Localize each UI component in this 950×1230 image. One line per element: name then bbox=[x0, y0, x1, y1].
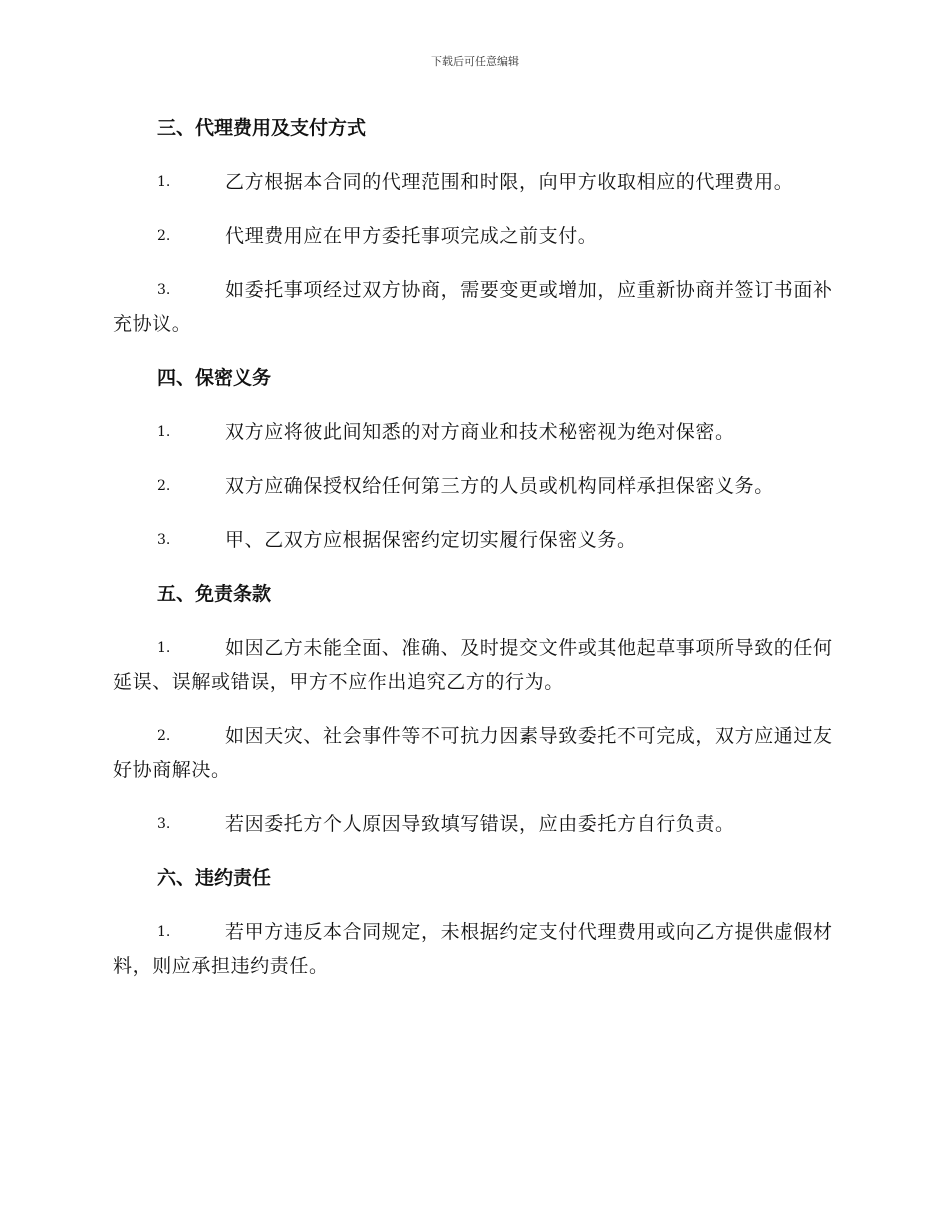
clause-item bbox=[113, 719, 840, 787]
section-heading: 三、代理费用及支付方式 bbox=[157, 117, 367, 139]
clause-text: 甲、乙双方应根据保密约定切实履行保密义务。 bbox=[225, 529, 637, 551]
clause-number: 1. bbox=[157, 640, 171, 656]
clause-item bbox=[113, 523, 840, 557]
clause-text: 双方应确保授权给任何第三方的人员或机构同样承担保密义务。 bbox=[225, 475, 774, 497]
clause-text: 若甲方违反本合同规定，未根据约定支付代理费用或向乙方提供虚假材料，则应承担违约责任。 bbox=[113, 921, 833, 977]
document-body bbox=[113, 111, 840, 1003]
clause-text: 代理费用应在甲方委托事项完成之前支付。 bbox=[225, 225, 598, 247]
clause-number: 1. bbox=[157, 424, 171, 440]
clause-text: 如因天灾、社会事件等不可抗力因素导致委托不可完成，双方应通过友好协商解决。 bbox=[113, 725, 833, 781]
section-heading: 四、保密义务 bbox=[157, 367, 272, 389]
section-heading: 六、违约责任 bbox=[157, 867, 272, 889]
clause-number: 2. bbox=[157, 478, 171, 494]
clause-item bbox=[113, 807, 840, 841]
clause-item bbox=[113, 219, 840, 253]
clause-text: 若因委托方个人原因导致填写错误，应由委托方自行负责。 bbox=[225, 813, 735, 835]
clause-item bbox=[113, 631, 840, 699]
section-heading: 五、免责条款 bbox=[157, 583, 272, 605]
clause-number: 3. bbox=[157, 532, 171, 548]
clause-number: 1. bbox=[157, 174, 171, 190]
clause-text: 双方应将彼此间知悉的对方商业和技术秘密视为绝对保密。 bbox=[225, 421, 735, 443]
page-header: 下载后可任意编辑 bbox=[431, 55, 519, 68]
clause-text: 乙方根据本合同的代理范围和时限，向甲方收取相应的代理费用。 bbox=[225, 171, 794, 193]
clause-number: 2. bbox=[157, 228, 171, 244]
clause-item bbox=[113, 415, 840, 449]
clause-number: 3. bbox=[157, 282, 171, 298]
clause-text: 如委托事项经过双方协商，需要变更或增加，应重新协商并签订书面补充协议。 bbox=[113, 279, 833, 335]
clause-number: 2. bbox=[157, 728, 171, 744]
clause-item bbox=[113, 915, 840, 983]
clause-text: 如因乙方未能全面、准确、及时提交文件或其他起草事项所导致的任何延误、误解或错误，甲方不应作出追究乙方的行为。 bbox=[113, 637, 833, 693]
clause-number: 1. bbox=[157, 924, 171, 940]
clause-number: 3. bbox=[157, 816, 171, 832]
clause-item bbox=[113, 273, 840, 341]
clause-item bbox=[113, 469, 840, 503]
clause-item bbox=[113, 165, 840, 199]
